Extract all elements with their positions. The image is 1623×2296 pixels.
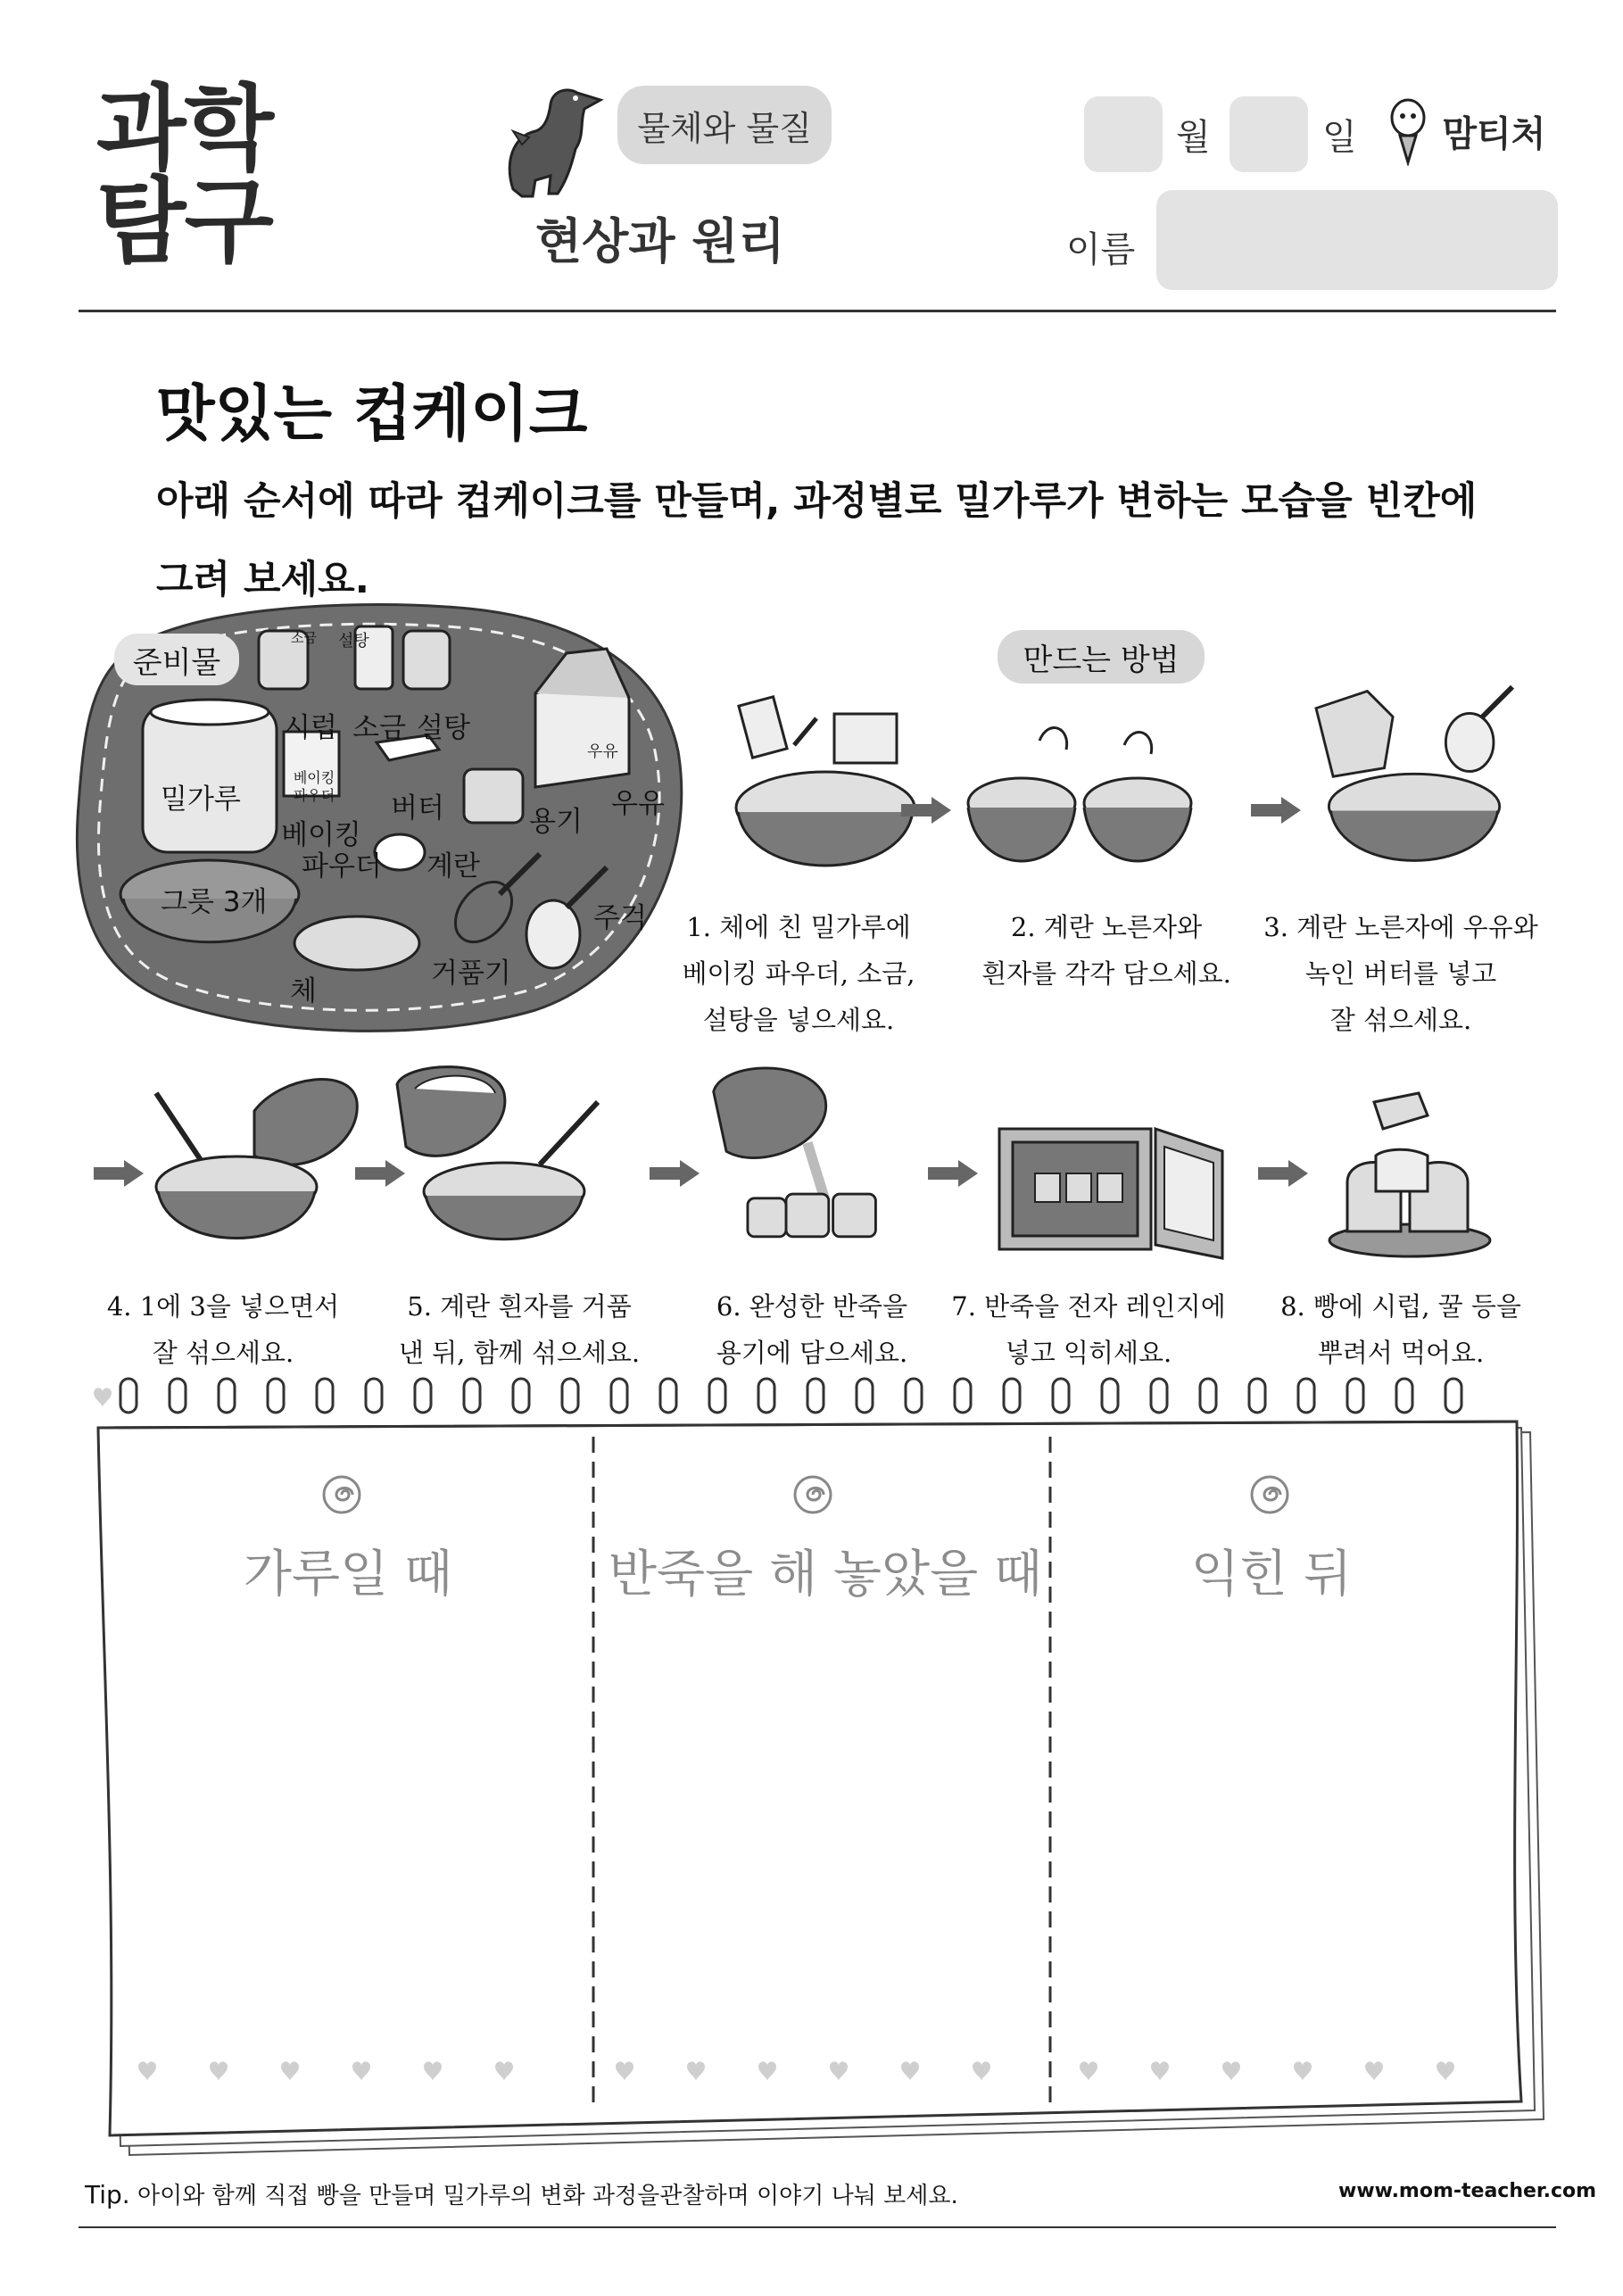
pencil-mascot-icon xyxy=(1387,96,1428,166)
instruction-line-1: 아래 순서에 따라 컵케이크를 만들며, 과정별로 밀가루가 변하는 모습을 빈칸에 xyxy=(156,479,1478,524)
step-2-line-2: 흰자를 각각 담으세요. xyxy=(981,958,1231,989)
step-6-caption xyxy=(665,1283,959,1376)
step-4-caption xyxy=(76,1283,370,1376)
step-4-line-2: 잘 섞으세요. xyxy=(152,1338,294,1368)
worksheet-logo xyxy=(96,74,293,276)
arrow-right-icon xyxy=(1251,797,1301,824)
syrup-label: 시럽 xyxy=(284,712,337,744)
step-1-illustration xyxy=(727,692,932,888)
name-label: 이름 xyxy=(1066,229,1136,270)
header-divider xyxy=(79,310,1556,312)
page-subtitle: 현상과 원리 xyxy=(535,213,785,269)
baking-powder-label-2: 파우더 xyxy=(302,850,382,883)
step-5-caption xyxy=(372,1283,667,1376)
name-input-box[interactable] xyxy=(1156,190,1558,290)
logo-line-1: 과학 xyxy=(96,74,272,183)
step-8-line-2: 뿌려서 먹어요. xyxy=(1317,1338,1485,1368)
step-5-line-2: 낸 뒤, 함께 섞으세요. xyxy=(398,1338,641,1368)
step-1-line-2: 베이킹 파우더, 소금, xyxy=(682,958,915,989)
column-heading-baked: 익힌 뒤 xyxy=(1190,1546,1353,1604)
swirl-icon xyxy=(321,1474,362,1515)
step-8-line-1: 8. 빵에 시럽, 꿀 등을 xyxy=(1280,1291,1521,1322)
milk-label: 우유 xyxy=(611,788,665,820)
website-url[interactable]: www.mom-teacher.com xyxy=(1338,2180,1597,2202)
month-label: 월 xyxy=(1176,117,1211,158)
step-2-caption xyxy=(959,904,1254,997)
step-8-caption xyxy=(1254,1283,1548,1376)
salt-label: 소금 xyxy=(352,712,406,744)
step-2-line-1: 2. 계란 노른자와 xyxy=(1010,912,1203,942)
brand-logo xyxy=(1387,96,1566,168)
arrow-right-icon xyxy=(94,1160,144,1187)
step-6-line-2: 용기에 담으세요. xyxy=(716,1338,908,1368)
drawing-area-powder[interactable] xyxy=(125,1615,571,2035)
step-6-line-1: 6. 완성한 반죽을 xyxy=(716,1291,908,1322)
step-3-line-1: 3. 계란 노른자에 우유와 xyxy=(1263,912,1538,942)
step-5-illustration xyxy=(388,1057,607,1254)
swirl-icon xyxy=(1249,1474,1290,1515)
step-3-caption xyxy=(1240,904,1561,1043)
egg-label: 계란 xyxy=(426,850,480,883)
swirl-icon xyxy=(792,1474,833,1515)
instruction-line-2: 그려 보세요. xyxy=(156,558,369,602)
sugar-label: 설탕 xyxy=(417,712,470,744)
sugar-tag-label: 설탕 xyxy=(338,632,369,651)
day-input-box[interactable] xyxy=(1230,96,1308,172)
flour-label: 밀가루 xyxy=(161,783,241,816)
milk-tag-label: 우유 xyxy=(587,742,618,761)
step-1-line-1: 1. 체에 친 밀가루에 xyxy=(686,912,911,942)
page-title: 맛있는 컵케이크 xyxy=(156,379,588,450)
spiral-binding xyxy=(116,1374,1508,1419)
baking-powder-label-1: 베이킹 xyxy=(281,819,361,851)
step-3-line-3: 잘 섞으세요. xyxy=(1329,1005,1472,1035)
step-2-illustration xyxy=(964,714,1196,910)
step-4-illustration xyxy=(147,1057,361,1254)
column-heading-dough: 반죽을 해 놓았을 때 xyxy=(608,1546,1043,1604)
tip-body: 아이와 함께 직접 빵을 만들며 밀가루의 변화 과정을관찰하며 이야기 나눠 보세요. xyxy=(137,2183,958,2209)
arrow-right-icon xyxy=(901,797,951,824)
step-8-illustration xyxy=(1321,1084,1508,1263)
arrow-right-icon xyxy=(650,1160,700,1187)
tip-text xyxy=(85,2177,958,2210)
step-3-line-2: 녹인 버터를 넣고 xyxy=(1304,958,1497,989)
step-4-line-1: 4. 1에 3을 넣으면서 xyxy=(106,1291,340,1322)
dinosaur-icon xyxy=(495,82,611,203)
arrow-right-icon xyxy=(928,1160,978,1187)
baking-powder-tag-label: 베이킹 파우더 xyxy=(293,769,335,804)
drawing-area-baked[interactable] xyxy=(1066,1615,1495,2035)
logo-line-2: 탐구 xyxy=(96,167,272,276)
method-title: 만드는 방법 xyxy=(998,630,1205,684)
month-input-box[interactable] xyxy=(1084,96,1163,172)
instruction-text xyxy=(156,462,1512,619)
step-7-line-2: 넣고 익히세요. xyxy=(1005,1338,1172,1368)
sieve-label: 체 xyxy=(290,975,317,1007)
step-7-line-1: 7. 반죽을 전자 레인지에 xyxy=(951,1291,1226,1322)
bowls-label: 그릇 3개 xyxy=(161,886,268,918)
step-5-line-1: 5. 계란 흰자를 거품 xyxy=(407,1291,632,1322)
category-badge: 물체와 물질 xyxy=(617,86,832,164)
butter-label: 버터 xyxy=(391,792,444,825)
arrow-right-icon xyxy=(1258,1160,1308,1187)
step-7-illustration xyxy=(995,1111,1231,1263)
step-7-caption xyxy=(928,1283,1249,1376)
drawing-area-dough[interactable] xyxy=(607,1615,1035,2035)
day-label: 일 xyxy=(1322,117,1357,158)
brand-name: 맘티처 xyxy=(1442,113,1546,155)
whisk-label: 거품기 xyxy=(431,957,511,990)
prep-title: 준비물 xyxy=(114,634,239,685)
container-label: 용기 xyxy=(529,806,583,838)
footer-divider xyxy=(79,2226,1556,2228)
spatula-label: 주걱 xyxy=(593,902,647,934)
salt-tag-label: 소금 xyxy=(291,630,317,646)
tip-prefix: Tip. xyxy=(85,2180,130,2209)
column-heading-powder: 가루일 때 xyxy=(243,1546,453,1604)
step-1-caption xyxy=(651,904,946,1043)
step-6-illustration xyxy=(700,1057,910,1254)
step-3-illustration xyxy=(1303,683,1526,879)
step-1-line-3: 설탕을 넣으세요. xyxy=(702,1005,895,1035)
